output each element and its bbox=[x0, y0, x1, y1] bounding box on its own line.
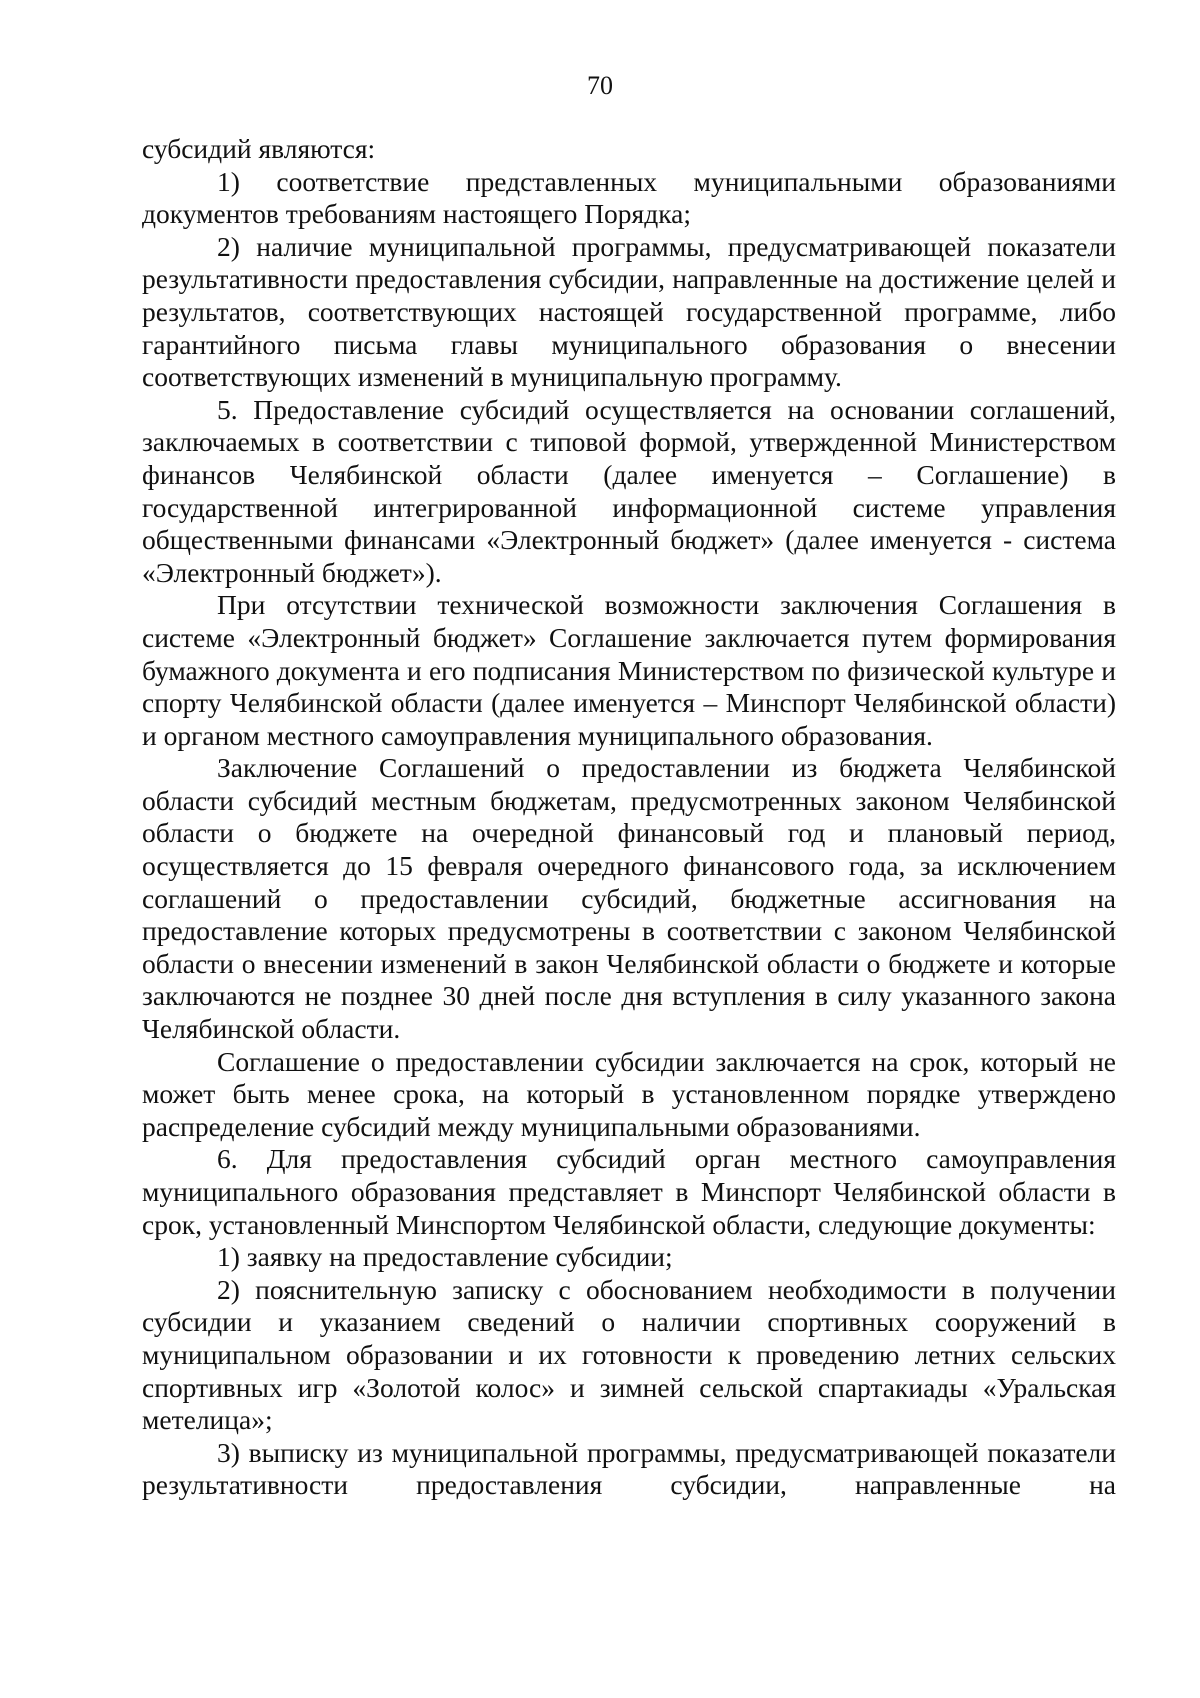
paragraph: 6. Для предоставления субсидий орган местного самоуправления муниципального образования представляет в Минспорт Челябинской области в срок, установленный Минспортом Челябинской области, следующие документы: bbox=[142, 1143, 1116, 1240]
page-number: 70 bbox=[587, 71, 613, 100]
paragraph: При отсутствии технической возможности заключения Соглашения в системе «Электронный бюджет» Соглашение заключается путем формирования бумажного документа и его подписания Министерством по физической культуре и спорту Челябинской области (далее именуется – Минспорт Челябинской области) и органом местного самоуправления муниципального образования. bbox=[142, 589, 1116, 751]
document-body bbox=[142, 133, 1116, 1502]
paragraph: 2) пояснительную записку с обоснованием необходимости в получении субсидии и указанием сведений о наличии спортивных сооружений в муниципальном образовании и их готовности к проведению летних сельских спортивных игр «Золотой колос» и зимней сельской спартакиады «Уральская метелица»; bbox=[142, 1273, 1116, 1436]
paragraph: 3) выписку из муниципальной программы, предусматривающей показатели результативности предоставления субсидии, направленные на bbox=[142, 1436, 1116, 1501]
paragraph: субсидий являются: bbox=[142, 133, 376, 164]
paragraph: 1) заявку на предоставление субсидии; bbox=[217, 1241, 673, 1273]
paragraph: Заключение Соглашений о предоставлении из бюджета Челябинской области субсидий местным бюджетам, предусмотренных законом Челябинской области о бюджете на очередной финансовый год и плановый период, осуществляется до 15 февраля очередного финансового года, за исключением соглашений о предоставлении субсидий, бюджетные ассигнования на предоставление которых предусмотрены в соответствии с законом Челябинской области о внесении изменений в закон Челябинской области о бюджете и которые заключаются не позднее 30 дней после дня вступления в силу указанного закона Челябинской области. bbox=[142, 752, 1116, 1045]
paragraph: Соглашение о предоставлении субсидии заключается на срок, который не может быть менее срока, на который в установленном порядке утверждено распределение субсидий между муниципальными образованиями. bbox=[142, 1045, 1116, 1142]
paragraph: 1) соответствие представленных муниципальными образованиями документов требованиям настоящего Порядка; bbox=[142, 165, 1116, 230]
paragraph: 5. Предоставление субсидий осуществляется на основании соглашений, заключаемых в соответствии с типовой формой, утвержденной Министерством финансов Челябинской области (далее именуется – Соглашение) в государственной интегрированной информационной системе управления общественными финансами «Электронный бюджет» (далее именуется - система «Электронный бюджет»). bbox=[142, 393, 1116, 588]
paragraph: 2) наличие муниципальной программы, предусматривающей показатели результативности предоставления субсидии, направленные на достижение целей и результатов, соответствующих настоящей государственной программе, либо гарантийного письма главы муниципального образования о внесении соответствующих изменений в муниципальную программу. bbox=[142, 230, 1116, 393]
